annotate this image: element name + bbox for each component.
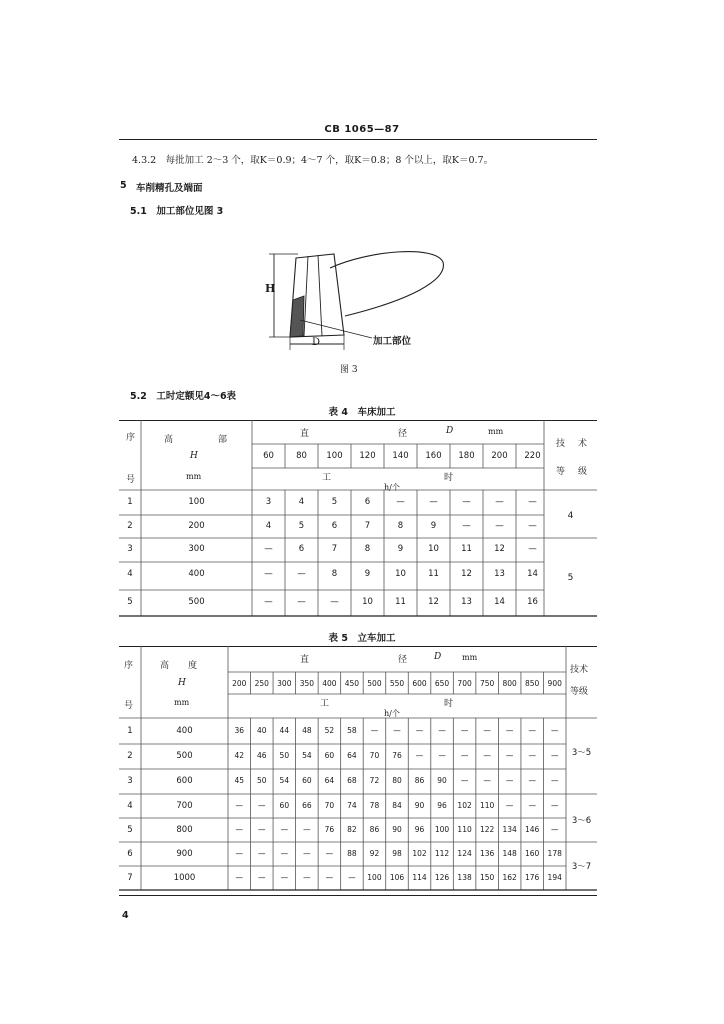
t5-row-value: — bbox=[393, 726, 401, 735]
t5-work-label-1: 工 bbox=[320, 699, 330, 709]
t5-row-seq: 3 bbox=[127, 776, 133, 786]
t4-work-label-1: 工 bbox=[322, 473, 332, 483]
t5-row-value: — bbox=[528, 751, 536, 760]
t5-diameter-header: 300 bbox=[277, 679, 292, 688]
footer-rule bbox=[119, 895, 597, 896]
t4-diameter-header: 200 bbox=[491, 451, 508, 461]
t5-row-value: — bbox=[258, 849, 266, 858]
t5-row-value: — bbox=[483, 726, 491, 735]
t5-grade-cell: 3～6 bbox=[571, 816, 592, 826]
t5-row-value: — bbox=[235, 825, 244, 834]
t4-diameter-header: 160 bbox=[425, 451, 442, 461]
t5-diameter-header: 200 bbox=[232, 679, 247, 688]
t4-row-value: 12 bbox=[428, 597, 439, 607]
t5-row-value: 114 bbox=[412, 873, 427, 882]
t5-row-value: 76 bbox=[324, 825, 335, 834]
t5-row-value: — bbox=[528, 726, 536, 735]
t4-row-value: 9 bbox=[430, 521, 437, 531]
t4-dia-label-2: 径 bbox=[398, 429, 408, 439]
t4-row-seq: 4 bbox=[127, 569, 133, 579]
t5-row-value: 60 bbox=[324, 751, 335, 760]
t5-row-value: — bbox=[505, 801, 514, 810]
t4-row-value: 12 bbox=[494, 544, 505, 554]
t5-row-value: — bbox=[280, 873, 289, 882]
t5-row-value: — bbox=[550, 751, 559, 760]
t5-row-value: 82 bbox=[347, 825, 357, 834]
t5-row-value: 194 bbox=[547, 873, 562, 882]
t4-row-value: — bbox=[264, 597, 273, 607]
t4-row-value: 6 bbox=[364, 497, 371, 507]
t4-row-value: — bbox=[264, 544, 273, 554]
t4-seq-label-2: 号 bbox=[126, 475, 136, 485]
clause-5-2: 5.2 工时定额见4～6表 bbox=[130, 391, 237, 402]
t5-row-value: 42 bbox=[234, 751, 245, 760]
t5-row-value: 86 bbox=[369, 825, 380, 834]
t4-row-value: 10 bbox=[362, 597, 373, 607]
t5-diameter-header: 250 bbox=[254, 679, 269, 688]
t4-row-value: 16 bbox=[527, 597, 538, 607]
clause-4-3-2: 4.3.2 每批加工 2～3 个，取K＝0.9；4～7 个，取K＝0.8；8 个以上，取K＝0.7。 bbox=[132, 155, 494, 166]
t5-row-height: 900 bbox=[176, 849, 193, 859]
t5-row-value: 76 bbox=[392, 751, 402, 760]
t5-seq-label-2: 号 bbox=[124, 701, 134, 711]
t5-row-value: — bbox=[235, 873, 244, 882]
t5-row-value: 72 bbox=[369, 776, 380, 785]
t5-row-value: 66 bbox=[302, 801, 312, 810]
t5-diameter-header: 600 bbox=[412, 679, 427, 688]
t5-row-seq: 5 bbox=[127, 825, 133, 835]
t5-dia-symbol: D bbox=[434, 652, 442, 662]
t5-row-value: 124 bbox=[457, 849, 472, 858]
t5-row-value: 112 bbox=[434, 849, 450, 858]
t5-row-value: 60 bbox=[302, 776, 312, 785]
t5-row-value: 68 bbox=[347, 776, 357, 785]
t5-row-value: — bbox=[370, 726, 379, 735]
t5-row-value: 148 bbox=[502, 849, 517, 858]
t4-grade-label-3: 等 bbox=[556, 467, 566, 477]
t4-row-value: 13 bbox=[461, 597, 472, 607]
t5-row-value: — bbox=[280, 825, 289, 834]
t5-row-value: 162 bbox=[502, 873, 517, 882]
t5-dia-label-2: 径 bbox=[398, 655, 408, 665]
t5-row-value: 176 bbox=[525, 873, 540, 882]
figure-label-d: D bbox=[312, 337, 321, 348]
t5-row-value: 178 bbox=[547, 849, 562, 858]
t4-row-value: 13 bbox=[494, 569, 505, 579]
t4-row-value: 8 bbox=[331, 569, 338, 579]
t4-dia-unit: mm bbox=[488, 427, 504, 436]
t5-row-height: 700 bbox=[176, 801, 193, 811]
t5-diameter-header: 350 bbox=[299, 679, 315, 688]
figure-caption: 图 3 bbox=[340, 365, 358, 375]
t5-row-value: 78 bbox=[369, 801, 380, 810]
t5-row-height: 800 bbox=[176, 825, 193, 835]
t4-row-value: 6 bbox=[331, 521, 338, 531]
t4-row-value: 11 bbox=[461, 544, 472, 554]
header-rule bbox=[119, 139, 597, 140]
page-number: 4 bbox=[122, 910, 129, 921]
t5-diameter-header: 550 bbox=[389, 679, 405, 688]
t5-row-value: 86 bbox=[414, 776, 425, 785]
t4-grade-cell: 4 bbox=[567, 511, 574, 521]
t5-row-height: 500 bbox=[176, 751, 193, 761]
t5-row-value: 80 bbox=[392, 776, 402, 785]
t5-h-unit: mm bbox=[174, 698, 190, 707]
t5-row-value: 64 bbox=[347, 751, 357, 760]
t5-row-seq: 1 bbox=[127, 726, 133, 736]
t4-row-height: 300 bbox=[188, 544, 205, 554]
t4-row-height: 200 bbox=[188, 521, 205, 531]
t5-row-value: 74 bbox=[347, 801, 357, 810]
t5-row-value: — bbox=[415, 751, 424, 760]
t5-row-value: 96 bbox=[437, 801, 447, 810]
t5-row-value: — bbox=[438, 751, 446, 760]
table-5-title: 表 5 立车加工 bbox=[328, 633, 396, 644]
t5-row-value: 50 bbox=[257, 776, 267, 785]
t4-row-value: — bbox=[528, 544, 537, 554]
t5-diameter-header: 800 bbox=[502, 679, 517, 688]
t5-row-value: — bbox=[460, 751, 469, 760]
t5-row-value: 52 bbox=[324, 726, 335, 735]
t4-row-value: — bbox=[297, 597, 306, 607]
t5-row-value: 45 bbox=[234, 776, 245, 785]
t5-row-value: — bbox=[528, 776, 536, 785]
t4-row-value: 4 bbox=[298, 497, 305, 507]
t5-diameter-header: 650 bbox=[434, 679, 450, 688]
t4-grade-cell: 5 bbox=[567, 573, 574, 583]
t4-h-label-2: 部 bbox=[218, 435, 228, 445]
t4-row-value: 11 bbox=[428, 569, 439, 579]
t5-row-value: — bbox=[325, 873, 334, 882]
t5-work-label-2: 时 bbox=[444, 699, 454, 709]
t5-row-value: — bbox=[505, 776, 514, 785]
t5-row-height: 400 bbox=[176, 726, 193, 736]
t5-row-value: 138 bbox=[457, 873, 472, 882]
t4-row-value: 9 bbox=[397, 544, 404, 554]
t5-row-value: 36 bbox=[234, 726, 245, 735]
figure-label-machined-part: 加工部位 bbox=[373, 336, 412, 347]
t4-row-value: 12 bbox=[461, 569, 472, 579]
t5-row-value: — bbox=[460, 726, 469, 735]
t4-row-value: — bbox=[330, 597, 339, 607]
t5-h-label-2: 度 bbox=[188, 661, 198, 671]
t4-row-value: 14 bbox=[494, 597, 505, 607]
t5-row-value: 160 bbox=[525, 849, 540, 858]
t5-row-value: — bbox=[528, 801, 536, 810]
t5-row-value: — bbox=[258, 825, 266, 834]
t5-row-value: 64 bbox=[324, 776, 335, 785]
t5-row-value: 98 bbox=[392, 849, 402, 858]
t5-row-value: — bbox=[438, 726, 446, 735]
t4-row-value: — bbox=[396, 497, 405, 507]
table-4-grid bbox=[119, 420, 597, 620]
t5-row-value: — bbox=[460, 776, 469, 785]
t5-diameter-header: 450 bbox=[344, 679, 360, 688]
section-number: 5 bbox=[120, 180, 127, 191]
t5-row-value: — bbox=[483, 776, 491, 785]
t5-diameter-header: 900 bbox=[547, 679, 562, 688]
t4-diameter-header: 120 bbox=[359, 451, 376, 461]
t5-diameter-header: 700 bbox=[457, 679, 472, 688]
t5-row-value: 90 bbox=[414, 801, 425, 810]
t5-row-value: — bbox=[348, 873, 356, 882]
t4-grade-label-1: 技 bbox=[556, 439, 566, 449]
t5-unit: h/个 bbox=[384, 709, 400, 718]
t4-row-seq: 3 bbox=[127, 544, 133, 554]
t4-row-value: 10 bbox=[395, 569, 406, 579]
t4-diameter-header: 220 bbox=[524, 451, 541, 461]
t5-dia-unit: mm bbox=[462, 653, 478, 662]
t5-row-value: — bbox=[303, 873, 311, 882]
t5-row-value: 100 bbox=[434, 825, 450, 834]
t4-row-height: 100 bbox=[188, 497, 205, 507]
t5-dia-label-1: 直 bbox=[300, 655, 310, 665]
t5-row-value: 110 bbox=[457, 825, 472, 834]
t5-row-value: 102 bbox=[457, 801, 472, 810]
t5-row-value: 44 bbox=[279, 726, 290, 735]
t4-row-value: 5 bbox=[298, 521, 305, 531]
t4-row-height: 400 bbox=[188, 569, 205, 579]
t4-dia-symbol: D bbox=[446, 426, 454, 436]
t4-diameter-header: 100 bbox=[326, 451, 343, 461]
t4-row-value: 6 bbox=[298, 544, 305, 554]
t4-row-value: 8 bbox=[397, 521, 404, 531]
t5-row-value: — bbox=[483, 751, 491, 760]
t4-h-unit: mm bbox=[186, 472, 202, 481]
t4-diameter-header: 180 bbox=[458, 451, 475, 461]
t4-row-value: 11 bbox=[395, 597, 406, 607]
t4-row-value: 14 bbox=[527, 569, 538, 579]
t4-row-height: 500 bbox=[188, 597, 205, 607]
t5-row-value: — bbox=[550, 801, 559, 810]
t5-row-seq: 7 bbox=[127, 873, 133, 883]
t4-row-value: — bbox=[264, 569, 273, 579]
t5-row-value: 70 bbox=[324, 801, 335, 810]
t4-work-label-2: 时 bbox=[444, 473, 454, 483]
t4-row-value: 8 bbox=[364, 544, 371, 554]
t5-row-value: — bbox=[550, 726, 559, 735]
t4-row-seq: 1 bbox=[127, 497, 133, 507]
t5-row-value: 96 bbox=[414, 825, 425, 834]
t5-h-symbol: H bbox=[178, 678, 186, 688]
t4-row-value: — bbox=[297, 569, 306, 579]
t5-row-value: — bbox=[258, 801, 266, 810]
t5-h-label-1: 高 bbox=[160, 661, 170, 671]
t5-row-value: 40 bbox=[257, 726, 267, 735]
t4-row-seq: 5 bbox=[127, 597, 133, 607]
t5-row-value: 134 bbox=[502, 825, 517, 834]
t4-row-value: — bbox=[495, 497, 504, 507]
t4-seq-label-1: 序 bbox=[126, 433, 136, 443]
t5-grade-label-2: 等级 bbox=[570, 687, 589, 697]
t5-row-value: — bbox=[550, 825, 559, 834]
t5-grade-cell: 3～5 bbox=[571, 748, 592, 758]
t4-h-symbol: H bbox=[190, 451, 198, 461]
t5-row-value: — bbox=[303, 825, 311, 834]
t4-row-value: 9 bbox=[364, 569, 371, 579]
t5-row-value: — bbox=[325, 849, 334, 858]
t5-row-value: 90 bbox=[392, 825, 402, 834]
t4-row-value: 7 bbox=[331, 544, 338, 554]
t5-row-value: 58 bbox=[347, 726, 357, 735]
t5-row-seq: 6 bbox=[127, 849, 133, 859]
t5-row-value: 126 bbox=[434, 873, 450, 882]
t5-row-value: 54 bbox=[302, 751, 312, 760]
t4-h-label-1: 高 bbox=[164, 435, 174, 445]
t5-seq-label-1: 序 bbox=[124, 661, 134, 671]
t5-diameter-header: 500 bbox=[367, 679, 382, 688]
t5-row-value: 146 bbox=[525, 825, 540, 834]
t5-diameter-header: 850 bbox=[525, 679, 540, 688]
t4-grade-label-4: 级 bbox=[578, 467, 588, 477]
t4-grade-label-2: 术 bbox=[578, 439, 588, 449]
t4-row-value: — bbox=[462, 521, 471, 531]
section-title: 车削精孔及端面 bbox=[136, 183, 203, 194]
t4-row-value: — bbox=[528, 497, 537, 507]
t4-diameter-header: 140 bbox=[392, 451, 409, 461]
t5-row-value: — bbox=[258, 873, 266, 882]
t5-row-value: 70 bbox=[369, 751, 380, 760]
t5-row-value: 150 bbox=[479, 873, 495, 882]
t5-row-value: 92 bbox=[369, 849, 380, 858]
t5-row-height: 1000 bbox=[173, 873, 196, 883]
t4-row-value: 4 bbox=[265, 521, 272, 531]
t4-diameter-header: 60 bbox=[263, 451, 274, 461]
t4-row-value: — bbox=[462, 497, 471, 507]
t5-row-value: 110 bbox=[479, 801, 495, 810]
t5-row-seq: 2 bbox=[127, 751, 133, 761]
t5-grade-label-1: 技术 bbox=[570, 665, 589, 675]
t5-row-value: 100 bbox=[367, 873, 382, 882]
t4-dia-label-1: 直 bbox=[300, 429, 310, 439]
t5-row-value: 88 bbox=[347, 849, 357, 858]
t5-diameter-header: 750 bbox=[479, 679, 495, 688]
t5-row-value: — bbox=[505, 726, 514, 735]
t4-row-value: — bbox=[495, 521, 504, 531]
t5-row-value: — bbox=[235, 849, 244, 858]
t5-row-value: — bbox=[505, 751, 514, 760]
t4-row-value: 5 bbox=[331, 497, 338, 507]
t5-row-value: — bbox=[415, 726, 424, 735]
t4-row-value: 3 bbox=[265, 497, 272, 507]
t5-row-value: 46 bbox=[257, 751, 267, 760]
t5-row-value: — bbox=[235, 801, 244, 810]
t5-diameter-header: 400 bbox=[322, 679, 337, 688]
figure-label-h: H bbox=[265, 282, 276, 295]
t4-row-value: 10 bbox=[428, 544, 439, 554]
standard-code: CB 1065—87 bbox=[324, 124, 400, 135]
t5-row-value: — bbox=[550, 776, 559, 785]
figure-3-drawing bbox=[260, 240, 460, 360]
t5-row-value: — bbox=[303, 849, 311, 858]
t5-row-value: 48 bbox=[302, 726, 312, 735]
t4-diameter-header: 80 bbox=[296, 451, 307, 461]
t5-row-value: — bbox=[280, 849, 289, 858]
t5-row-value: 90 bbox=[437, 776, 447, 785]
t5-row-height: 600 bbox=[176, 776, 193, 786]
t5-row-value: 136 bbox=[479, 849, 495, 858]
clause-5-1: 5.1 加工部位见图 3 bbox=[130, 206, 224, 217]
t5-row-value: 106 bbox=[389, 873, 405, 882]
t4-row-value: 7 bbox=[364, 521, 371, 531]
t5-row-value: 84 bbox=[392, 801, 402, 810]
t5-row-value: 102 bbox=[412, 849, 427, 858]
t5-row-value: 54 bbox=[279, 776, 290, 785]
t5-row-value: 60 bbox=[279, 801, 290, 810]
t4-unit: h/个 bbox=[384, 483, 400, 492]
t5-row-value: 122 bbox=[479, 825, 495, 834]
table-4-title: 表 4 车床加工 bbox=[328, 407, 396, 418]
t5-grade-cell: 3～7 bbox=[571, 862, 592, 872]
t5-row-seq: 4 bbox=[127, 801, 133, 811]
t4-row-seq: 2 bbox=[127, 521, 133, 531]
t4-row-value: — bbox=[429, 497, 438, 507]
t5-row-value: 50 bbox=[279, 751, 290, 760]
t4-row-value: — bbox=[528, 521, 537, 531]
